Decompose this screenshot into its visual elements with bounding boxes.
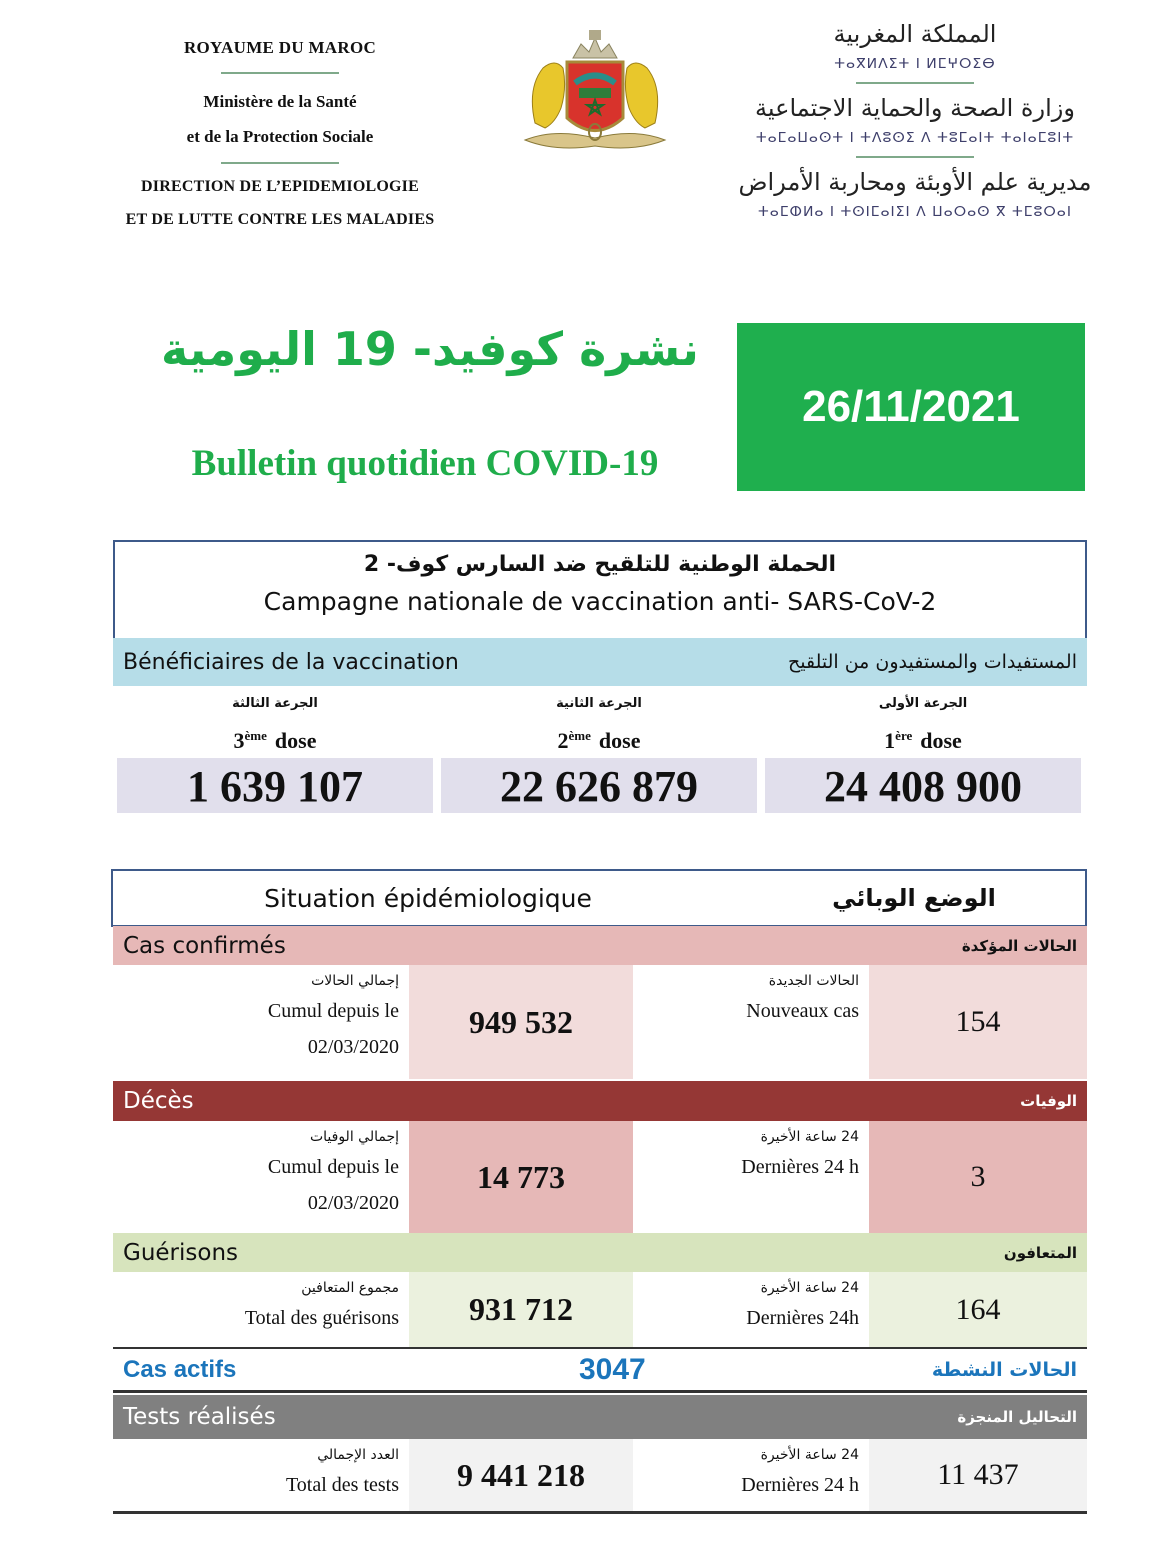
dose-label-ar: الجرعة الأولى <box>878 696 968 711</box>
recovered-band <box>113 1233 1087 1272</box>
recovered-new-label: 24 ساعة الأخيرة Dernières 24h <box>746 1280 859 1329</box>
dose-label-ar: الجرعة الثانية <box>556 696 642 711</box>
dose-2-column <box>441 690 757 813</box>
tests-band <box>113 1395 1087 1439</box>
recovered-new-value: 164 <box>869 1272 1087 1347</box>
header-divider <box>856 82 974 84</box>
dose-label-fr: 2ème dose <box>557 728 641 753</box>
recovered-label-ar: المتعافون <box>1003 1243 1077 1262</box>
recovered-row <box>113 1272 1087 1347</box>
direction-fr-line1: DIRECTION DE L’EPIDEMIOLOGIE <box>141 178 419 195</box>
header-left <box>70 34 490 236</box>
deaths-cumul-label: إجمالي الوفيات Cumul depuis le 02/03/2020 <box>267 1129 399 1214</box>
deaths-new-label: 24 ساعة الأخيرة Dernières 24 h <box>741 1129 859 1178</box>
ministry-fr-line1: Ministère de la Santé <box>203 92 357 111</box>
direction-fr-line2: ET DE LUTTE CONTRE LES MALADIES <box>125 211 435 228</box>
dose-label-fr: 3ème dose <box>233 728 317 753</box>
deaths-row <box>113 1121 1087 1233</box>
bulletin-date: 26/11/2021 <box>737 323 1085 491</box>
active-value: 3047 <box>579 1352 646 1386</box>
direction-tifinagh: ⵜⴰⵎⵀⵍⴰ ⵏ ⵜⵙⵏⵎⴰⵏⵉⵏ ⴷ ⵡⴰⵔⴰⵙ ⴳ ⵜⵎⵓⵔⴰⵏ <box>758 204 1072 220</box>
tests-total-value: 9 441 218 <box>409 1439 633 1511</box>
dose-2-value: 22 626 879 <box>441 758 757 813</box>
deaths-label-ar: الوفيات <box>1020 1092 1077 1110</box>
dose-3-column <box>117 690 433 813</box>
confirmed-label-fr: Cas confirmés <box>123 932 286 959</box>
active-label-fr: Cas actifs <box>123 1355 237 1383</box>
recovered-total-value: 931 712 <box>409 1272 633 1347</box>
situation-title-fr: Situation épidémiologique <box>264 883 592 913</box>
confirmed-cumul-label: إجمالي الحالات Cumul depuis le 02/03/2020 <box>267 973 399 1058</box>
deaths-label-fr: Décès <box>123 1088 194 1114</box>
kingdom-fr: ROYAUME DU MAROC <box>183 38 377 57</box>
confirmed-band <box>113 926 1087 965</box>
header-right <box>700 16 1130 224</box>
recovered-total-label: مجموع المتعافين Total des guérisons <box>244 1280 399 1329</box>
kingdom-tifinagh: ⵜⴰⴳⵍⴷⵉⵜ ⵏ ⵍⵎⵖⵔⵉⴱ <box>834 56 996 72</box>
header-divider <box>221 72 339 74</box>
situation-header <box>111 869 1087 927</box>
tests-label-ar: التحاليل المنجزة <box>957 1408 1077 1426</box>
dose-1-column <box>765 690 1081 813</box>
confirmed-row <box>113 965 1087 1079</box>
deaths-new-value: 3 <box>869 1121 1087 1233</box>
active-cases-row <box>113 1347 1087 1393</box>
dose-3-value: 1 639 107 <box>117 758 433 813</box>
vaccination-beneficiaries-band <box>113 638 1087 686</box>
confirmed-new-value: 154 <box>869 965 1087 1079</box>
confirmed-new-label: الحالات الجديدة Nouveaux cas <box>746 973 859 1022</box>
ministry-fr-line2: et de la Protection Sociale <box>186 127 374 146</box>
recovered-label-fr: Guérisons <box>123 1239 239 1266</box>
beneficiaries-label-fr: Bénéficiaires de la vaccination <box>123 649 459 675</box>
deaths-band <box>113 1081 1087 1121</box>
header-divider <box>221 162 339 164</box>
active-label-ar: الحالات النشطة <box>931 1358 1077 1381</box>
tests-new-label: 24 ساعة الأخيرة Dernières 24 h <box>741 1447 859 1496</box>
dose-label-fr: 1ère dose <box>884 728 962 753</box>
direction-ar: مديرية علم الأوبئة ومحاربة الأمراض <box>738 168 1092 196</box>
campaign-title-ar: الحملة الوطنية للتلقيح ضد السارس كوف- 2 <box>363 552 837 577</box>
bulletin-title-fr: Bulletin quotidien COVID-19 <box>191 443 659 484</box>
emblem-icon <box>515 28 675 168</box>
confirmed-label-ar: الحالات المؤكدة <box>961 936 1077 955</box>
beneficiaries-label-ar: المستفيدات والمستفيدون من التلقيح <box>787 651 1077 673</box>
kingdom-ar: المملكة المغربية <box>833 20 997 48</box>
ministry-tifinagh: ⵜⴰⵎⴰⵡⴰⵙⵜ ⵏ ⵜⴷⵓⵙⵉ ⴷ ⵜⵓⵎⴰⵏⵜ ⵜⴰⵏⴰⵎⵓⵏⵜ <box>755 130 1075 146</box>
tests-label-fr: Tests réalisés <box>123 1404 276 1430</box>
ministry-ar: وزارة الصحة والحماية الاجتماعية <box>755 94 1075 122</box>
header-divider <box>856 156 974 158</box>
deaths-cumul-value: 14 773 <box>409 1121 633 1233</box>
tests-new-value: 11 437 <box>869 1439 1087 1511</box>
tests-total-label: العدد الإجمالي Total des tests <box>285 1447 399 1496</box>
coat-of-arms-emblem <box>515 28 675 168</box>
dose-label-ar: الجرعة الثالثة <box>232 696 318 711</box>
dose-1-value: 24 408 900 <box>765 758 1081 813</box>
confirmed-cumul-value: 949 532 <box>409 965 633 1079</box>
tests-row <box>113 1439 1087 1511</box>
bulletin-title-ar: نشرة كوفيد- 19 اليومية <box>161 322 699 376</box>
situation-title-ar: الوضع الوبائي <box>832 884 996 912</box>
vaccination-campaign-header <box>113 540 1087 640</box>
bottom-divider <box>113 1511 1087 1514</box>
campaign-title-fr: Campagne nationale de vaccination anti- SARS-CoV-2 <box>263 587 937 616</box>
